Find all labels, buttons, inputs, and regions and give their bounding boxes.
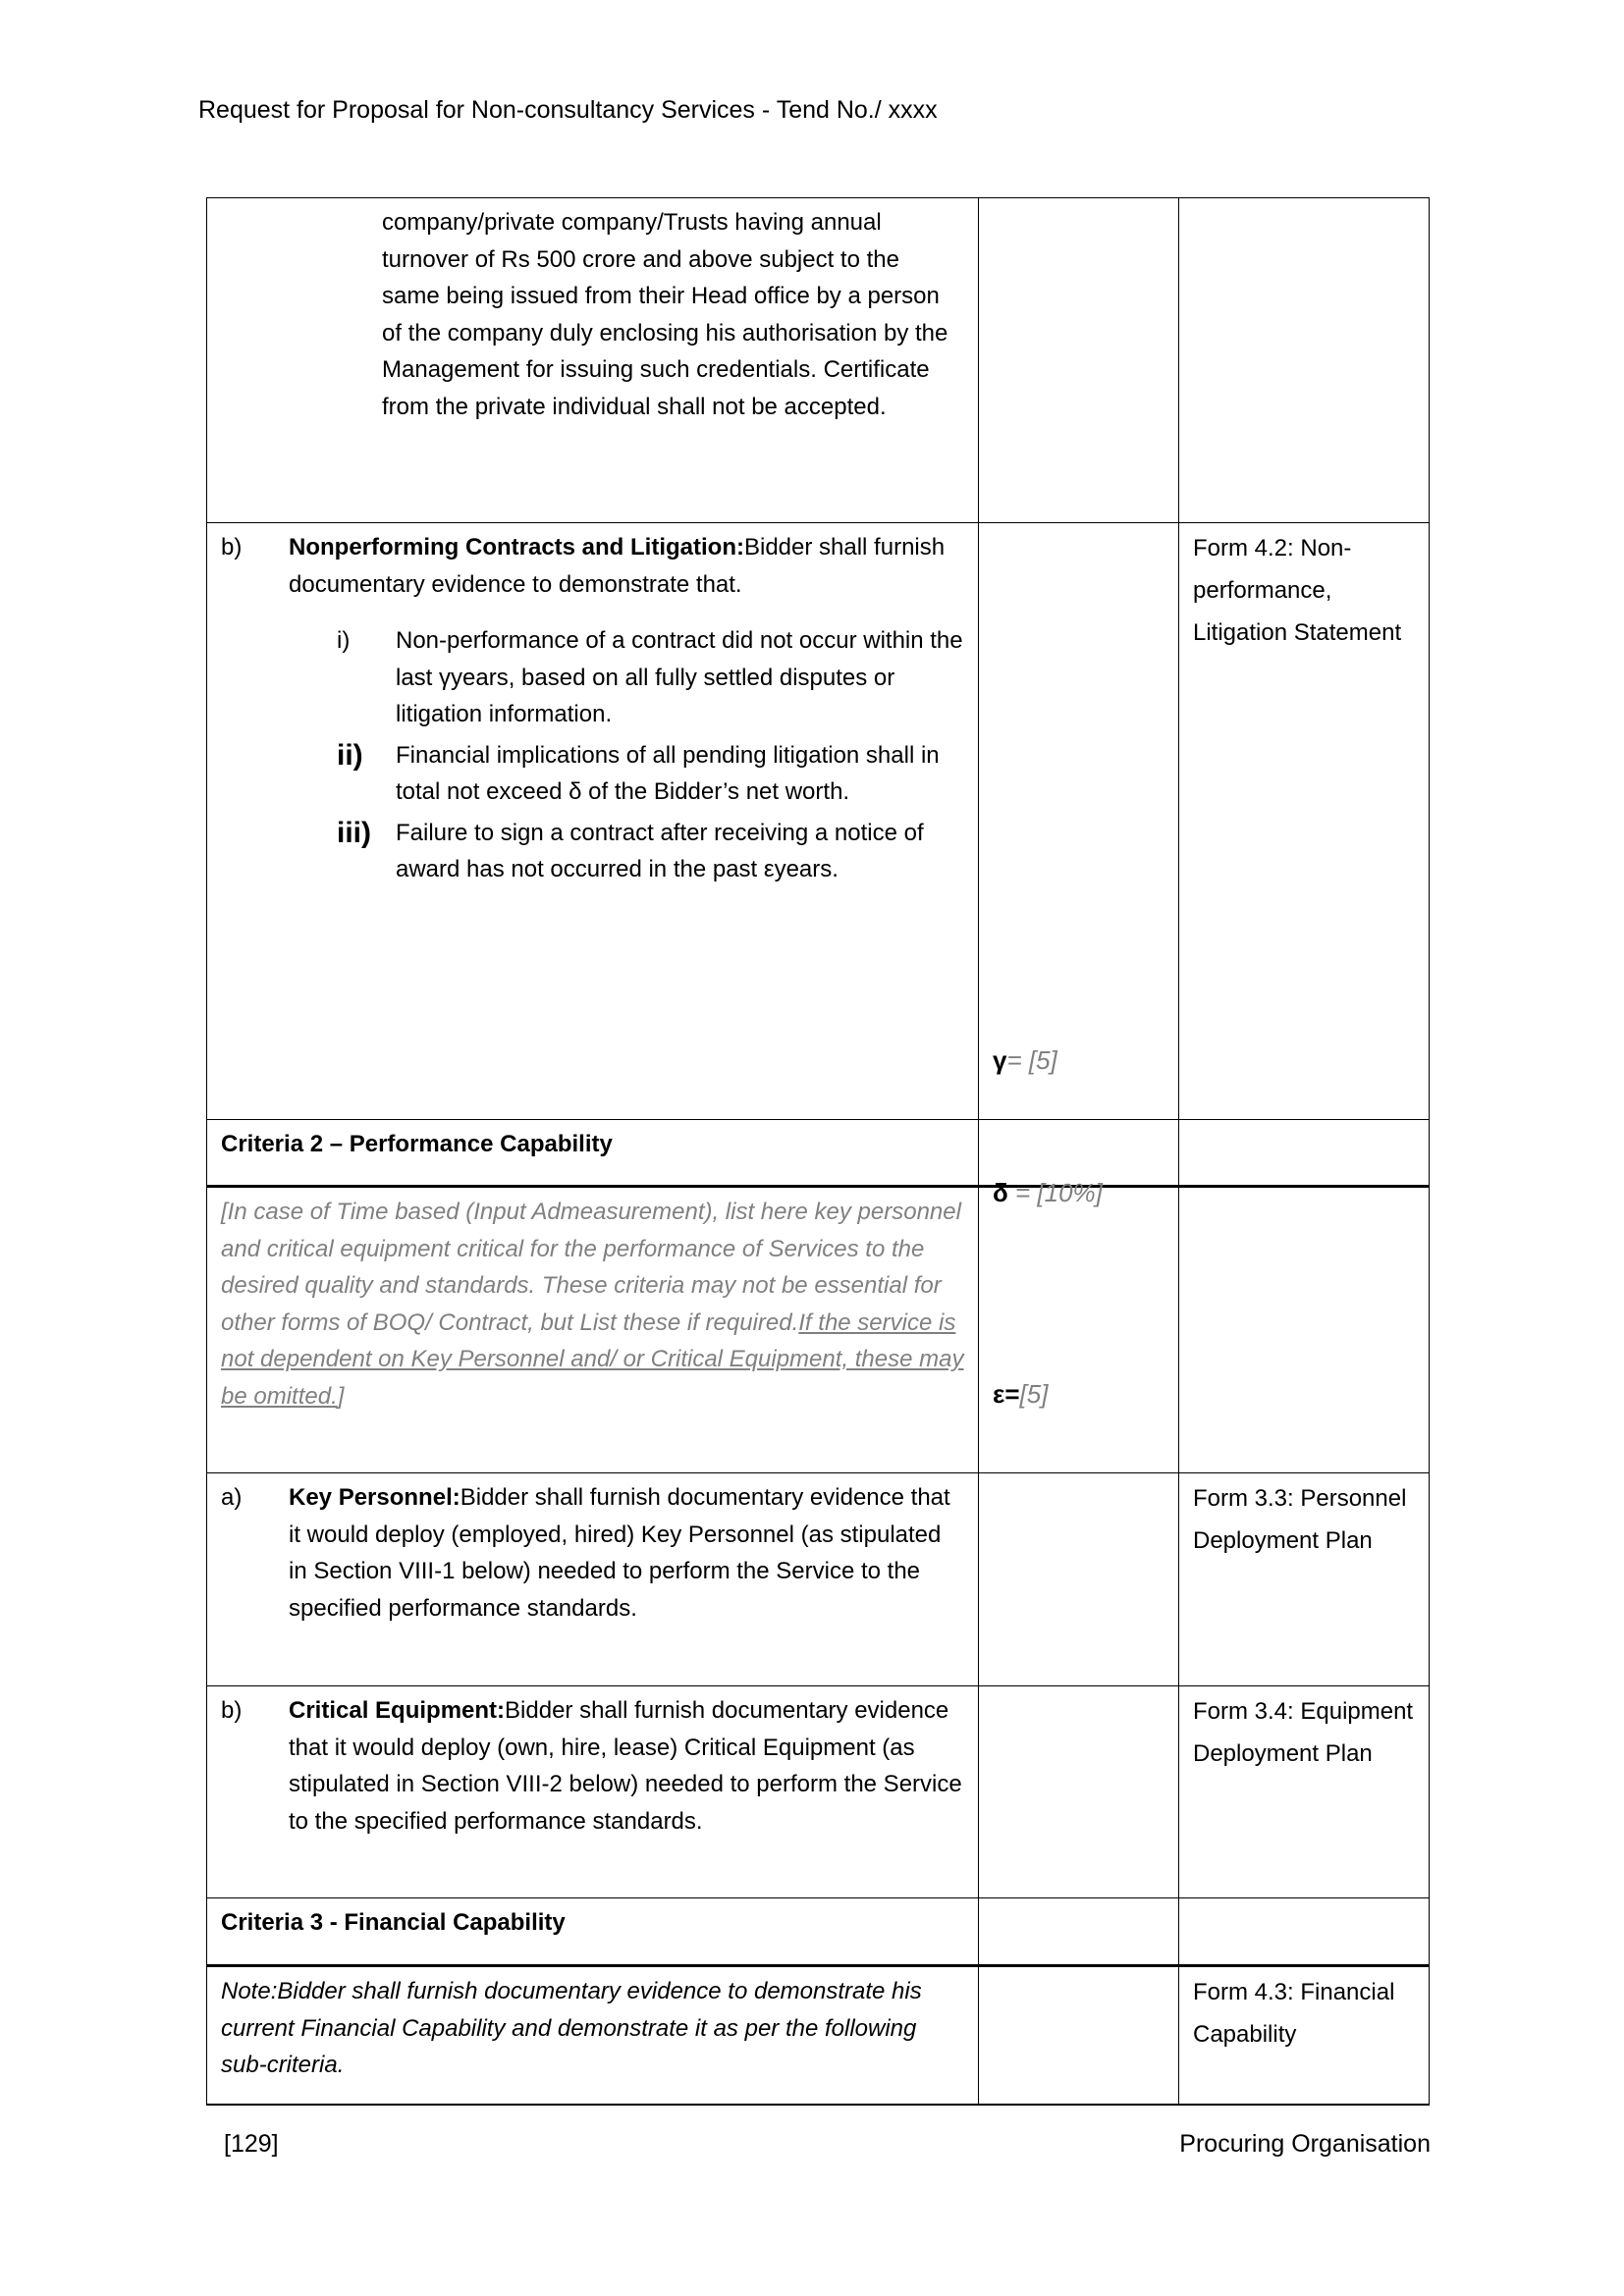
section-heading: Criteria 3 - Financial Capability xyxy=(221,1909,566,1936)
cell-text: company/private company/Trusts having annual turnover of Rs 500 crore and above subject to the same being issued from their Head office by a person of the company duly enclosing his authorisation by the Management for issuing such credentials. Certificate from the private individual shall not be accepted. xyxy=(382,209,948,420)
item-label: b) xyxy=(221,534,243,561)
item-label: a) xyxy=(221,1484,243,1511)
criteria-table xyxy=(206,197,1430,2106)
table-row xyxy=(207,1119,1429,1185)
form-ref: Form 3.3: Personnel Deployment Plan xyxy=(1178,1473,1429,1685)
item-title: Nonperforming Contracts and Litigation: xyxy=(289,534,744,561)
table-row: b) Critical Equipment:Bidder shall furnish documentary evidence that it would deploy (own, hire, lease) Critical Equipment (as stipulated in Section VIII-2 below) needed to perform the Service to the specified performance standards. Form 3.4: Equipment Deployment Plan xyxy=(207,1685,1429,1897)
table-row xyxy=(207,1897,1429,1964)
epsilon-value: ε=[5] xyxy=(993,1379,1049,1409)
form-ref: Form 4.3: Financial Capability xyxy=(1178,1967,1429,2104)
note-text: Note:Bidder shall furnish documentary evidence to demonstrate his current Financial Capability and demonstrate it as per the following sub-criteria. xyxy=(221,1978,922,2078)
page-header: Request for Proposal for Non-consultancy Services - Tend No./ xxxx xyxy=(198,96,938,124)
item-label: b) xyxy=(221,1697,243,1724)
form-ref: Form 4.2: Non-performance, Litigation Statement xyxy=(1178,523,1429,1119)
instruction-note: [In case of Time based (Input Admeasurement), list here key personnel and critical equipment critical for the performance of Services to the desired quality and standards. These criteria may not be essential for other forms of BOQ/ Contract, but List these if required.If the service is not dependent on Key Personnel and/ or Critical Equipment, these may be omitted.] xyxy=(221,1199,964,1410)
table-row xyxy=(207,1964,1429,2104)
footer-org: Procuring Organisation xyxy=(1179,2130,1431,2158)
item-text: Bidder shall furnish documentary evidence to demonstrate that. xyxy=(289,534,946,598)
sub-item: i) Non-performance of a contract did not occur within the last γyears, based on all fully settled disputes or litigation information. xyxy=(337,627,963,727)
sub-item: iii) Failure to sign a contract after receiving a notice of award has not occurred in the past εyears. xyxy=(337,816,924,882)
sub-item: ii) Financial implications of all pending litigation shall in total not exceed δ of the Bidder’s net worth. xyxy=(337,738,940,805)
page-number: [129] xyxy=(224,2130,279,2158)
gamma-value: γ= [5] xyxy=(993,1045,1057,1075)
section-heading: Criteria 2 – Performance Capability xyxy=(221,1131,613,1157)
delta-value: δ = [10%] xyxy=(993,1178,1103,1207)
table-row xyxy=(207,1185,1429,1472)
form-ref: Form 3.4: Equipment Deployment Plan xyxy=(1178,1686,1429,1897)
table-row: a) Key Personnel:Bidder shall furnish documentary evidence that it would deploy (employed, hired) Key Personnel (as stipulated in Section VIII-1 below) needed to perform the Service to the specified performance standards. Form 3.3: Personnel Deployment Plan xyxy=(207,1472,1429,1685)
table-row xyxy=(207,198,1429,522)
